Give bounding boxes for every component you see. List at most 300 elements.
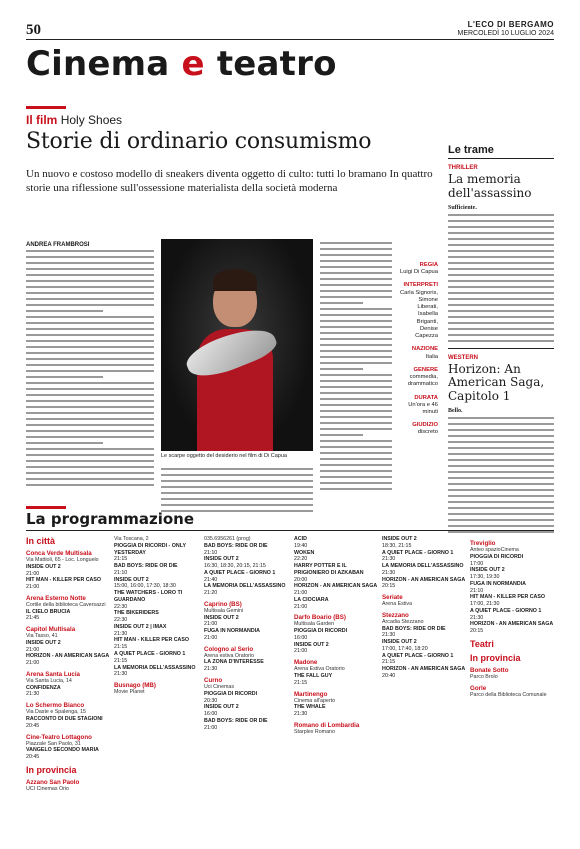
sidebar-film-title: La memoria dell'assassino xyxy=(448,172,532,200)
text-line xyxy=(320,428,392,430)
cinema-address: Via Mattioli, 65 - Loc. Longuelo xyxy=(26,557,99,563)
cinema-address: Via Tasso, 41 xyxy=(26,633,58,640)
text-line xyxy=(26,274,154,276)
showtime: 17:00, 17:40, 18:20 xyxy=(382,645,428,652)
film-title: PIOGGIA DI RICORDI xyxy=(204,690,258,697)
showtime: 21:15 xyxy=(294,679,308,686)
text-line xyxy=(26,316,154,318)
credit-label: GENERE xyxy=(413,366,438,373)
film-title: HORIZON - AN AMERICAN SAGA xyxy=(294,583,378,590)
text-line xyxy=(320,254,392,256)
text-line xyxy=(26,424,154,426)
film-title: HIT MAN - KILLER PER CASO xyxy=(114,637,190,644)
sidebar-le-trame xyxy=(448,144,554,537)
text-line xyxy=(448,256,554,258)
text-line xyxy=(448,453,554,455)
film-title: LA MEMORIA DELL'ASSASSINO xyxy=(114,664,196,671)
text-line xyxy=(320,356,392,358)
kicker-label: Il film xyxy=(26,113,58,127)
cinema-address: Starplex Romano xyxy=(294,728,335,735)
text-line xyxy=(26,256,154,258)
text-line xyxy=(448,280,554,282)
text-line xyxy=(448,417,554,419)
film-title: THE FALL GUY xyxy=(294,673,333,680)
text-line xyxy=(448,220,554,222)
text-line xyxy=(448,501,554,503)
cinema-name: Caprino (BS) xyxy=(204,600,242,608)
sidebar-genre-tag: WESTERN xyxy=(448,354,478,361)
text-line xyxy=(448,429,554,431)
showtime: 21:00 xyxy=(26,646,40,653)
film-title: HIT MAN - KILLER PER CASO xyxy=(470,594,546,601)
showtime: 21:10 xyxy=(204,549,218,556)
film-title: INSIDE OUT 2 xyxy=(204,556,239,563)
listing-region: Teatri xyxy=(470,638,494,649)
showtime: 19:40 xyxy=(294,542,308,549)
kicker-accent xyxy=(26,106,66,109)
text-line xyxy=(448,334,554,336)
cinema-address: Multisala Garden xyxy=(294,621,335,628)
section-title xyxy=(26,44,337,84)
film-title: INSIDE OUT 2 xyxy=(294,641,329,648)
text-line xyxy=(26,472,154,474)
cinema-name: Lo Schermo Bianco xyxy=(26,702,85,710)
text-line xyxy=(448,465,554,467)
text-line xyxy=(320,374,392,376)
text-line xyxy=(448,471,554,473)
credit-value: commedia, drammatico xyxy=(407,374,438,388)
text-line xyxy=(320,314,392,316)
cinema-name: Bonate Sotto xyxy=(470,666,509,674)
text-line xyxy=(448,322,554,324)
cinema-address: Movie Planet xyxy=(114,689,145,696)
text-line xyxy=(26,262,154,264)
film-title: A QUIET PLACE - GIORNO 1 xyxy=(470,607,542,614)
text-line xyxy=(448,483,554,485)
film-title: A QUIET PLACE - GIORNO 1 xyxy=(204,569,276,576)
text-line xyxy=(448,423,554,425)
text-line xyxy=(26,394,154,396)
showtime: 15:00, 16:00, 17:30, 18:30 xyxy=(114,583,176,590)
cinema-address: Uci Cinemas xyxy=(204,684,235,691)
film-title: HARRY POTTER E IL PRIGIONIERO DI AZKABAN xyxy=(294,563,364,576)
film-title: INSIDE OUT 2 xyxy=(382,639,417,646)
film-title: A QUIET PLACE - GIORNO 1 xyxy=(382,549,454,556)
film-title: A QUIET PLACE - GIORNO 1 xyxy=(114,651,186,658)
showtime: 17:30, 19:30 xyxy=(470,574,500,581)
text-line xyxy=(26,388,154,390)
cinema-address: Cortile della biblioteca Caversazzi xyxy=(26,601,106,608)
film-title: THE WATCHERS - LORO TI GUARDANO xyxy=(114,590,183,603)
text-line xyxy=(320,248,392,250)
cinema-name: Seriate xyxy=(382,594,403,602)
text-line xyxy=(320,458,392,460)
section-amp: e xyxy=(181,44,205,84)
article-column-3 xyxy=(320,242,392,494)
cinema-name: Busnago (MB) xyxy=(114,682,156,690)
text-line xyxy=(320,350,392,352)
listing-region: In città xyxy=(26,536,56,546)
cinema-address: Parco della Biblioteca Comunale xyxy=(470,691,547,698)
cinema-name: Romano di Lombardia xyxy=(294,721,360,729)
sidebar-genre-tag: THRILLER xyxy=(448,165,478,171)
text-line xyxy=(320,464,392,466)
text-line xyxy=(448,238,554,240)
text-line xyxy=(26,376,103,378)
showtime: 21:00 xyxy=(204,621,218,628)
text-line xyxy=(320,320,392,322)
text-line xyxy=(26,454,154,456)
cinema-address: 035.6956261 (prog) xyxy=(204,536,251,542)
cinema-address: Via Toscana, 2 xyxy=(114,536,149,542)
film-title: IL CIELO BRUCIA xyxy=(26,608,71,615)
text-line xyxy=(448,519,554,521)
film-title: FUGA IN NORMANDIA xyxy=(470,580,527,587)
text-line xyxy=(320,470,392,472)
text-line xyxy=(26,382,154,384)
article-headline: Storie di ordinario consumismo xyxy=(26,129,372,154)
showtime: 21:00 xyxy=(204,634,218,641)
article-column-2 xyxy=(161,468,313,516)
listing-column xyxy=(382,536,466,680)
showtime: 21:00 xyxy=(294,648,308,655)
showtime: 20:00 xyxy=(294,576,308,583)
issue-date: MERCOLEDÌ 10 LUGLIO 2024 xyxy=(457,30,554,37)
text-line xyxy=(448,513,554,515)
showtime: 21:10 xyxy=(470,587,484,594)
film-title: INSIDE OUT 2 xyxy=(26,563,61,570)
showtime: 21:00 xyxy=(204,724,218,731)
text-line xyxy=(448,214,554,216)
text-line xyxy=(26,418,154,420)
text-line xyxy=(320,338,392,340)
text-line xyxy=(448,477,554,479)
text-line xyxy=(448,459,554,461)
cinema-name: Martinengo xyxy=(294,690,328,698)
sidebar-text xyxy=(448,417,554,533)
text-line xyxy=(320,308,392,310)
text-line xyxy=(320,272,392,274)
film-title: A QUIET PLACE - GIORNO 1 xyxy=(382,652,454,659)
text-line xyxy=(26,484,154,486)
text-line xyxy=(448,232,554,234)
text-line xyxy=(26,430,154,432)
showtime: 20:15 xyxy=(470,628,484,635)
film-title: LA ZONA D'INTERESSE xyxy=(204,659,264,666)
listing-column xyxy=(204,536,288,731)
cinema-address: Cinema all'aperto xyxy=(294,697,336,704)
text-line xyxy=(26,466,154,468)
photo-caption: Le scarpe oggetto del desiderio nel film di Di Capua xyxy=(161,453,287,459)
text-line xyxy=(448,310,554,312)
cinema-name: Azzano San Paolo xyxy=(26,778,80,786)
text-line xyxy=(448,507,554,509)
film-title: PIOGGIA DI RICORDI xyxy=(294,628,348,635)
showtime: 21:45 xyxy=(26,615,40,622)
newspaper-name: L'ECO DI BERGAMO xyxy=(467,20,554,29)
showtime: 21:30 xyxy=(204,666,218,673)
showtime: 21:00 xyxy=(26,660,40,667)
film-title: HIT MAN - KILLER PER CASO xyxy=(26,577,102,584)
text-line xyxy=(26,280,154,282)
credit-label: GIUDIZIO xyxy=(412,422,438,429)
cinema-name: Cine-Teatro Lottagono xyxy=(26,733,92,741)
cinema-address: Via Santa Lucia, 14 xyxy=(26,677,72,684)
text-line xyxy=(320,368,363,370)
kicker-film: Holy Shoes xyxy=(60,113,123,127)
text-line xyxy=(320,440,392,442)
film-title: BAD BOYS: RIDE OR DIE xyxy=(382,625,446,632)
text-line xyxy=(26,292,154,294)
film-title: LA MEMORIA DELL'ASSASSINO xyxy=(382,563,464,570)
film-title: INSIDE OUT 2 xyxy=(382,536,417,542)
text-line xyxy=(320,344,392,346)
cinema-address: UCI Cinemas Orio xyxy=(26,785,69,792)
cinema-address: Multisala Gemini xyxy=(204,607,244,614)
text-line xyxy=(320,278,392,280)
text-line xyxy=(448,525,554,527)
sidebar-verdict: Bello. xyxy=(448,407,463,414)
credit-label: DURATA xyxy=(414,394,438,401)
text-line xyxy=(320,302,363,304)
text-line xyxy=(448,268,554,270)
showtime: 21:00 xyxy=(294,590,308,597)
top-rule xyxy=(26,39,554,40)
cinema-address: Piazzale San Paolo, 31 xyxy=(26,740,81,747)
showtime: 21:30 xyxy=(382,556,396,563)
text-line xyxy=(26,340,154,342)
text-line xyxy=(320,380,392,382)
cinema-address: Via Daste e Spalenga, 15 xyxy=(26,709,86,716)
text-line xyxy=(448,489,554,491)
credit-label: REGIA xyxy=(419,262,438,268)
text-line xyxy=(26,478,154,480)
showtime: 18:30, 21:15 xyxy=(382,542,412,549)
text-line xyxy=(26,310,103,312)
programmazione-title: La programmazione xyxy=(26,510,195,528)
photo-hair xyxy=(213,269,257,291)
text-line xyxy=(448,495,554,497)
text-line xyxy=(26,370,154,372)
showtime: 20:15 xyxy=(382,583,396,590)
text-line xyxy=(320,284,392,286)
text-line xyxy=(26,412,154,414)
text-line xyxy=(161,468,313,470)
text-line xyxy=(26,304,154,306)
text-line xyxy=(320,416,392,418)
text-line xyxy=(320,386,392,388)
film-title: BAD BOYS: RIDE OR DIE xyxy=(204,542,268,549)
cinema-name: Arena Santa Lucia xyxy=(26,670,80,678)
text-line xyxy=(320,476,392,478)
text-line xyxy=(320,410,392,412)
showtime: 21:00 xyxy=(26,584,40,591)
credit-value: Luigi Di Capua xyxy=(399,269,438,276)
film-title: FUGA IN NORMANDIA xyxy=(204,628,261,635)
text-line xyxy=(448,340,554,342)
text-line xyxy=(26,322,154,324)
showtime: 21:30 xyxy=(470,614,484,621)
text-line xyxy=(448,304,554,306)
text-line xyxy=(320,422,392,424)
showtime: 20:40 xyxy=(382,673,396,680)
cinema-name: Gorle xyxy=(470,684,487,692)
showtime: 17:00, 21:30 xyxy=(470,601,500,608)
film-title: HORIZON - AN AMERICAN SAGA xyxy=(382,666,466,673)
credit-value: Italia xyxy=(425,353,438,360)
showtime: 16:30, 18:30, 20:15, 21:15 xyxy=(204,563,266,570)
article-deck: Un nuovo e costoso modello di sneakers diventa oggetto di culto: tutti lo bramano In quattro storie una riflessione sull'ossessione materialista della società moderna xyxy=(26,168,433,195)
text-line xyxy=(448,250,554,252)
film-title: INSIDE OUT 2 xyxy=(204,614,239,621)
showtime: 21:15 xyxy=(114,644,128,651)
film-title: INSIDE OUT 2 xyxy=(470,567,505,574)
text-line xyxy=(320,242,392,244)
text-line xyxy=(320,482,392,484)
text-line xyxy=(26,364,154,366)
text-line xyxy=(320,452,392,454)
cinema-address: Arcadia Stezzano xyxy=(382,618,424,625)
showtime: 22:30 xyxy=(114,617,128,624)
text-line xyxy=(161,504,313,506)
text-line xyxy=(320,404,392,406)
text-line xyxy=(448,441,554,443)
film-title: BAD BOYS: RIDE OR DIE xyxy=(204,717,268,724)
showtime: 20:45 xyxy=(26,722,40,729)
text-line xyxy=(320,326,392,328)
showtime: 22:20 xyxy=(294,556,308,563)
listing-column xyxy=(26,536,110,793)
text-line xyxy=(26,346,154,348)
text-line xyxy=(320,434,363,436)
film-title: WOKEN xyxy=(294,549,315,556)
article-column-1 xyxy=(26,250,154,490)
sidebar-heading: Le trame xyxy=(448,144,554,159)
text-line xyxy=(26,460,154,462)
cinema-name: Conca Verde Multisala xyxy=(26,550,92,557)
byline: ANDREA FRAMBROSI xyxy=(26,242,90,248)
text-line xyxy=(320,296,392,298)
cinema-name: Cologno al Serio xyxy=(204,645,254,653)
section-word-2: teatro xyxy=(216,44,337,84)
kicker xyxy=(26,113,122,127)
film-credits xyxy=(398,262,438,437)
article-photo xyxy=(161,239,313,451)
text-line xyxy=(26,268,154,270)
film-title: HORIZON - AN AMERICAN SAGA xyxy=(26,653,110,660)
text-line xyxy=(448,262,554,264)
text-line xyxy=(320,362,392,364)
programmazione-rule xyxy=(26,530,554,531)
film-title: CONFIDENZA xyxy=(26,684,61,691)
cinema-name: Stezzano xyxy=(382,611,409,619)
credit-value: Carla Signoris, Simone Liberati, Isabella Briganti, Denise Capezza xyxy=(399,289,438,340)
showtime: 21:30 xyxy=(114,630,128,637)
section-word-1: Cinema xyxy=(26,44,170,84)
film-title: THE WHALE xyxy=(294,704,326,711)
film-title: RACCONTO DI DUE STAGIONI xyxy=(26,716,103,723)
credit-value: Un'ora e 46 minuti xyxy=(408,401,438,415)
text-line xyxy=(320,266,392,268)
text-line xyxy=(161,480,313,482)
showtime: 17:00 xyxy=(470,560,484,567)
listing-region: In provincia xyxy=(470,652,521,663)
listing-region: In provincia xyxy=(26,764,77,775)
showtime: 21:15 xyxy=(382,659,396,666)
sidebar-separator xyxy=(448,348,554,349)
film-title: BAD BOYS: RIDE OR DIE xyxy=(114,563,178,570)
film-title: INSIDE OUT 2 | IMAX xyxy=(114,623,167,630)
film-title: LA CIOCIARA xyxy=(294,596,329,603)
cinema-address: Arena Estiva Oratorio xyxy=(294,666,345,673)
showtime: 21:30 xyxy=(382,569,396,576)
sidebar-verdict: Sufficiente. xyxy=(448,204,477,211)
text-line xyxy=(448,274,554,276)
text-line xyxy=(448,298,554,300)
text-line xyxy=(26,334,154,336)
listing-column xyxy=(114,536,198,696)
showtime: 21:10 xyxy=(114,569,128,576)
film-title: LA MEMORIA DELL'ASSASSINO xyxy=(204,583,286,590)
text-line xyxy=(448,328,554,330)
credit-value: discreto xyxy=(417,429,438,436)
showtime: 20:45 xyxy=(26,754,40,761)
showtime: 21:30 xyxy=(382,632,396,639)
showtime: 21:30 xyxy=(114,671,128,678)
text-line xyxy=(161,498,313,500)
text-line xyxy=(26,286,154,288)
text-line xyxy=(26,406,154,408)
showtime: 20:30 xyxy=(204,697,218,704)
sidebar-film-title: Horizon: An American Saga, Capitolo 1 xyxy=(448,361,545,404)
cinema-address: Anteo spazioCinema xyxy=(470,547,519,553)
cinema-address: Arena estiva Oratorio xyxy=(204,652,255,659)
text-line xyxy=(448,286,554,288)
film-title: INSIDE OUT 2 xyxy=(114,576,149,583)
credit-label: NAZIONE xyxy=(411,346,438,353)
text-line xyxy=(26,250,154,252)
showtime: 21:00 xyxy=(294,603,308,610)
text-line xyxy=(320,488,392,490)
film-title: PIOGGIA DI RICORDI xyxy=(470,553,524,560)
showtime: 21:40 xyxy=(204,576,218,583)
masthead xyxy=(458,20,555,38)
cinema-name: Madone xyxy=(294,659,318,667)
film-title: HORIZON - AN AMERICAN SAGA xyxy=(382,576,466,583)
film-title: HORIZON - AN AMERICAN SAGA xyxy=(470,621,554,628)
text-line xyxy=(26,436,154,438)
cinema-name: Arena Esterno Notte xyxy=(26,594,86,602)
text-line xyxy=(320,398,392,400)
film-title: INSIDE OUT 2 xyxy=(26,639,61,646)
text-line xyxy=(448,292,554,294)
film-title: PIOGGIA DI RICORDI - ONLY YESTERDAY xyxy=(114,542,186,556)
text-line xyxy=(161,474,313,476)
cinema-address: Arena Estiva xyxy=(382,601,413,608)
cinema-name: Treviglio xyxy=(470,540,496,547)
text-line xyxy=(26,298,154,300)
text-line xyxy=(320,446,392,448)
text-line xyxy=(26,448,154,450)
text-line xyxy=(26,400,154,402)
showtime: 21:15 xyxy=(114,657,128,664)
showtime: 21:30 xyxy=(294,711,308,718)
text-line xyxy=(320,392,392,394)
text-line xyxy=(448,447,554,449)
text-line xyxy=(26,358,154,360)
cinema-name: Curno xyxy=(204,677,223,685)
film-title: VANGELO SECONDO MARIA xyxy=(26,747,99,754)
